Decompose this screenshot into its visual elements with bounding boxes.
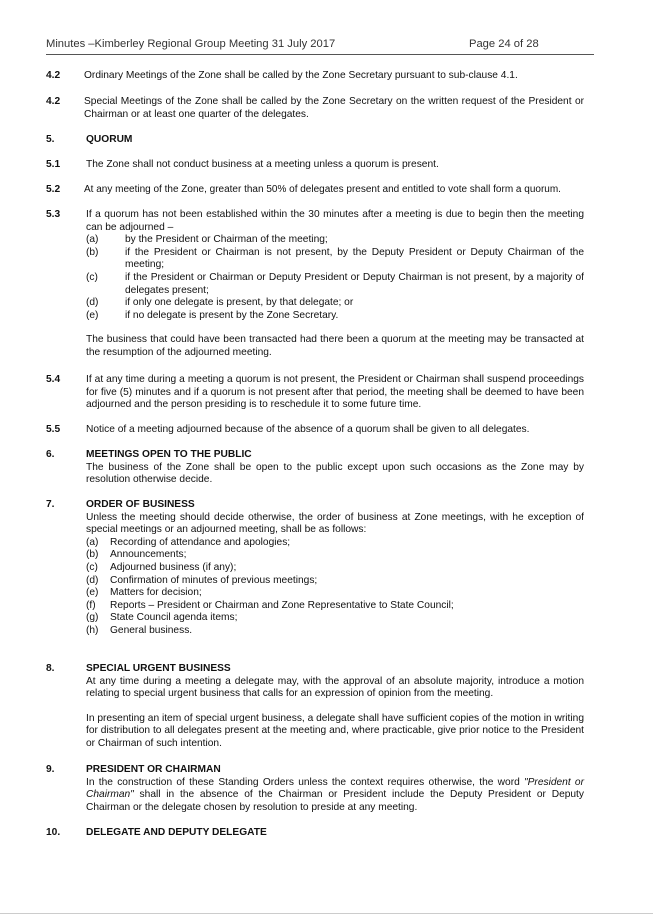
section-title: MEETINGS OPEN TO THE PUBLIC	[86, 449, 252, 460]
list-item	[86, 234, 584, 247]
list-text: if the President or Chairman is not present, by the Deputy President or Deputy Chairman of the meeting;	[125, 246, 584, 271]
section-5-heading	[46, 134, 584, 147]
section-number: 10.	[46, 827, 61, 838]
document-title: Minutes –Kimberley Regional Group Meeting 31 July 2017	[46, 38, 336, 50]
list-item	[86, 575, 584, 588]
list-letter: (e)	[86, 309, 99, 321]
clause-text: If a quorum has not been established within the 30 minutes after a meeting is due to begin then the meeting can be adjourned –	[86, 209, 584, 233]
clause-4-2-ordinary	[46, 70, 584, 83]
section-title: ORDER OF BUSINESS	[86, 499, 195, 510]
section-text-pre: In the construction of these Standing Orders unless the context requires otherwise, the word	[86, 776, 525, 788]
clause-text: Ordinary Meetings of the Zone shall be called by the Zone Secretary pursuant to sub-clause 4.1.	[84, 70, 518, 81]
list-text: State Council agenda items;	[110, 612, 238, 624]
page-bottom-edge	[0, 913, 653, 914]
section-8	[46, 663, 584, 753]
list-letter: (c)	[86, 271, 98, 283]
section-title: DELEGATE AND DEPUTY DELEGATE	[86, 827, 267, 838]
list-letter: (a)	[86, 234, 99, 246]
section-number: 7.	[46, 499, 55, 510]
list-text: if the President or Chairman or Deputy President or Deputy Chairman is not present, by a majority of delegates present;	[125, 271, 584, 296]
clause-text: Special Meetings of the Zone shall be called by the Zone Secretary on the written request of the President or Chairman or at least one quarter of the delegates.	[84, 96, 584, 120]
list-letter: (f)	[86, 599, 96, 611]
section-6	[46, 449, 584, 487]
clause-text: If at any time during a meeting a quorum is not present, the President or Chairman shall suspend proceedings for five (5) minutes and if a quorum is not present after that period, the meeting shall be deemed to have been adjourned and the person presiding is to reschedule it to some future time.	[86, 374, 584, 411]
list-letter: (g)	[86, 612, 99, 624]
clause-4-2-special	[46, 96, 584, 122]
list-text: by the President or Chairman of the meeting;	[125, 234, 328, 246]
section-number: 5.	[46, 134, 55, 145]
list-letter: (c)	[86, 561, 98, 573]
list-letter: (b)	[86, 549, 99, 561]
list-item	[86, 247, 584, 272]
list-letter: (e)	[86, 587, 99, 599]
list-text: Reports – President or Chairman and Zone Representative to State Council;	[110, 599, 454, 611]
section-title: PRESIDENT OR CHAIRMAN	[86, 764, 221, 775]
section-body	[86, 663, 584, 751]
defined-term: "President or Chairman"	[86, 776, 584, 801]
clause-number: 5.5	[46, 424, 61, 435]
list-text: Adjourned business (if any);	[110, 561, 237, 573]
clause-number: 5.4	[46, 374, 61, 385]
list-item	[86, 549, 584, 562]
section-number: 6.	[46, 449, 55, 460]
section-text	[86, 777, 584, 815]
section-title: QUORUM	[86, 134, 133, 145]
clause-text: Notice of a meeting adjourned because of the absence of a quorum shall be given to all delegates.	[86, 424, 530, 435]
clause-number: 5.1	[46, 159, 61, 170]
clause-5-4	[46, 374, 584, 412]
section-text-post: shall in the absence of the Chairman or President include the Deputy President or Deputy Chairman or the delegate chosen by resolution to preside at any meeting.	[86, 789, 584, 813]
section-number: 9.	[46, 764, 55, 775]
list-letter: (h)	[86, 624, 99, 636]
section-title: SPECIAL URGENT BUSINESS	[86, 663, 231, 674]
list-text: if no delegate is present by the Zone Secretary.	[125, 309, 339, 321]
list-item	[86, 297, 584, 310]
list-item	[86, 272, 584, 297]
list-text: General business.	[110, 624, 193, 636]
section-text: The business of the Zone shall be open to the public except upon such occasions as the Zone may by resolution otherwise decide.	[86, 461, 584, 486]
section-text-2: In presenting an item of special urgent business, a delegate shall have sufficient copies of the motion in writing for distribution to all delegates present at the meeting and, where practicable, give prior notice to the President or Chairman of such intention.	[86, 712, 584, 749]
clause-number: 5.2	[46, 184, 61, 195]
section-body	[86, 449, 584, 487]
list-item	[86, 625, 584, 638]
clause-5-3	[46, 209, 584, 359]
clause-5-2	[46, 184, 584, 197]
section-text: At any time during a meeting a delegate may, with the approval of an absolute majority, introduce a motion relating to special urgent business that calls for an expression of opinion from the meeting.	[86, 675, 584, 700]
clause-number: 4.2	[46, 70, 61, 81]
clause-number: 5.3	[46, 209, 61, 220]
list-item	[86, 587, 584, 600]
section-7	[46, 499, 584, 639]
list-text: if only one delegate is present, by that delegate; or	[125, 297, 354, 309]
list-item	[86, 562, 584, 575]
list-text: Matters for decision;	[110, 587, 202, 599]
section-text: Unless the meeting should decide otherwise, the order of business at Zone meetings, with he exception of special meetings or an adjourned meeting, shall be as follows:	[86, 511, 584, 536]
list-letter: (a)	[86, 536, 99, 548]
list-item	[86, 600, 584, 613]
section-9	[46, 764, 584, 816]
clause-number: 4.2	[46, 96, 61, 107]
section-10-heading	[46, 827, 584, 840]
clause-body	[86, 209, 584, 360]
list-letter: (d)	[86, 297, 99, 309]
list-text: Announcements;	[110, 549, 187, 561]
clause-text: At any meeting of the Zone, greater than 50% of delegates present and entitled to vote shall form a quorum.	[84, 184, 561, 195]
list-item	[86, 310, 584, 323]
section-body	[86, 764, 584, 814]
list-letter: (d)	[86, 574, 99, 586]
section-body	[86, 499, 584, 638]
list-item	[86, 612, 584, 625]
clause-5-1	[46, 159, 584, 172]
page-header	[46, 38, 594, 55]
list-item	[86, 537, 584, 550]
clause-closing-text: The business that could have been transacted had there been a quorum at the meeting may be transacted at the resumption of the adjourned meeting.	[86, 334, 584, 358]
clause-5-5	[46, 424, 584, 437]
section-number: 8.	[46, 663, 55, 674]
list-letter: (b)	[86, 246, 99, 258]
page-number: Page 24 of 28	[469, 38, 539, 50]
list-text: Confirmation of minutes of previous meetings;	[110, 574, 318, 586]
clause-text: The Zone shall not conduct business at a meeting unless a quorum is present.	[86, 159, 439, 170]
list-text: Recording of attendance and apologies;	[110, 536, 291, 548]
